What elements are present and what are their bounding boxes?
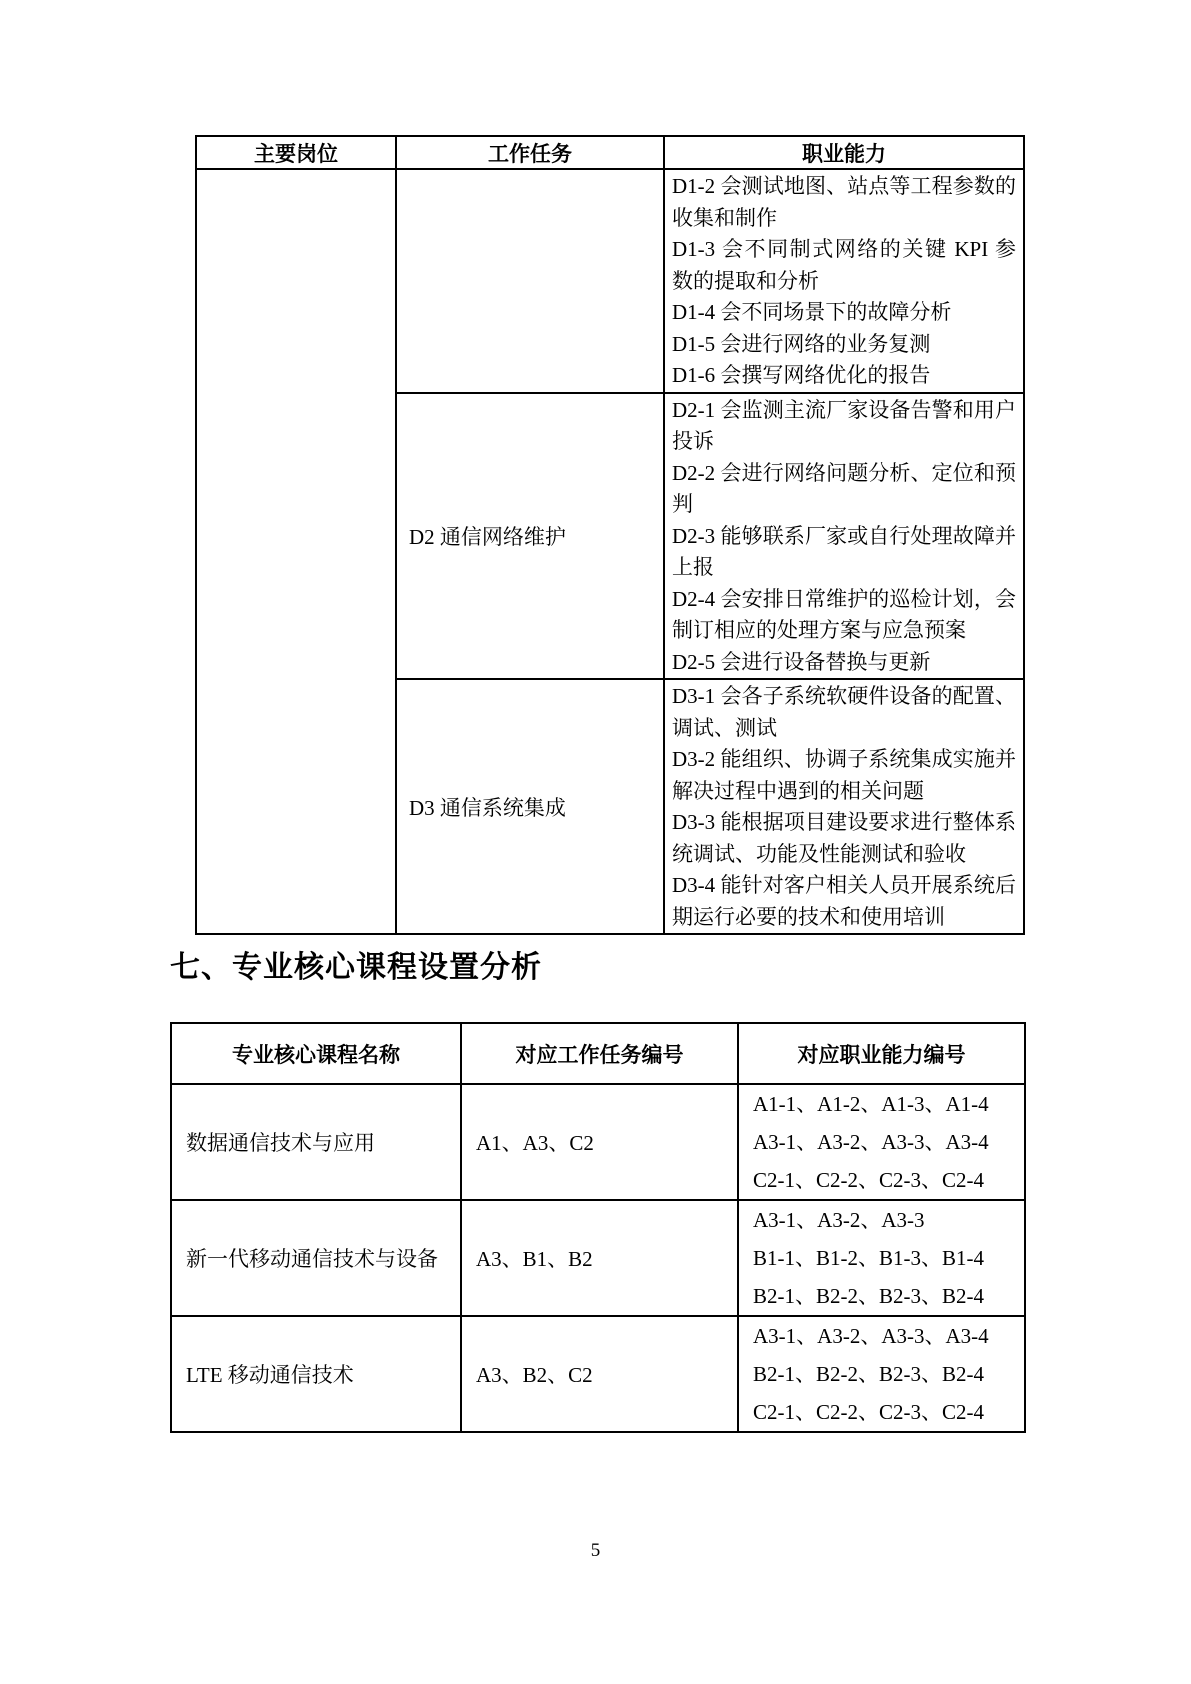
table1-header-main-position: 主要岗位: [196, 136, 396, 169]
task-cell-d1: [396, 169, 664, 393]
course-mapping-table: [170, 1022, 1026, 1433]
ability-item: D2-1 会监测主流厂家设备告警和用户投诉: [672, 397, 1016, 453]
task-cell-d3: D3 通信系统集成: [396, 679, 664, 934]
ability-codes-line: B1-1、B1-2、B1-3、B1-4: [753, 1246, 984, 1270]
ability-item: D1-5 会进行网络的业务复测: [672, 331, 931, 356]
ability-item: D3-2 能组织、协调子系统集成实施并解决过程中遇到的相关问题: [672, 747, 1016, 803]
ability-item: D3-4 能针对客户相关人员开展系统后期运行必要的技术和使用培训: [672, 873, 1016, 929]
ability-codes-line: A3-1、A3-2、A3-3、A3-4: [753, 1130, 989, 1154]
table-row-d1: [196, 169, 1024, 393]
ability-item: D2-2 会进行网络问题分析、定位和预判: [672, 460, 1016, 516]
ability-codes-line: C2-1、C2-2、C2-3、C2-4: [753, 1400, 984, 1424]
course-row-lte-mobile: [171, 1316, 1025, 1432]
table2-header-course-name: 专业核心课程名称: [171, 1023, 461, 1084]
course-name: 数据通信技术与应用: [171, 1084, 461, 1200]
main-position-cell-empty: [196, 169, 396, 934]
ability-item: D1-2 会测试地图、站点等工程参数的收集和制作: [672, 174, 1016, 230]
course-name: 新一代移动通信技术与设备: [171, 1200, 461, 1316]
ability-item: D3-3 能根据项目建设要求进行整体系统调试、功能及性能测试和验收: [672, 810, 1016, 866]
ability-item: D1-3 会不同制式网络的关键 KPI 参数的提取和分析: [672, 237, 1016, 293]
table2-header-ability-codes: 对应职业能力编号: [738, 1023, 1025, 1084]
task-codes: A3、B1、B2: [461, 1200, 738, 1316]
ability-codes-line: B2-1、B2-2、B2-3、B2-4: [753, 1284, 984, 1308]
ability-codes-line: B2-1、B2-2、B2-3、B2-4: [753, 1362, 984, 1386]
section-heading: 七、专业核心课程设置分析: [170, 951, 542, 984]
table1-header-row: [196, 136, 1024, 169]
ability-item: D2-3 能够联系厂家或自行处理故障并上报: [672, 523, 1016, 579]
ability-cell-d1: [664, 169, 1024, 393]
table1-header-ability: 职业能力: [664, 136, 1024, 169]
ability-codes-line: A3-1、A3-2、A3-3: [753, 1208, 925, 1232]
table1-header-work-task: 工作任务: [396, 136, 664, 169]
ability-codes-line: A1-1、A1-2、A1-3、A1-4: [753, 1092, 989, 1116]
ability-item: D1-4 会不同场景下的故障分析: [672, 300, 952, 324]
course-name: LTE 移动通信技术: [171, 1316, 461, 1432]
ability-codes-cell: [738, 1316, 1025, 1432]
ability-codes-cell: [738, 1084, 1025, 1200]
table2-header-row: [171, 1023, 1025, 1084]
ability-item: D2-5 会进行设备替换与更新: [672, 649, 931, 674]
task-cell-d2: D2 通信网络维护: [396, 393, 664, 680]
ability-item: D2-4 会安排日常维护的巡检计划，会制订相应的处理方案与应急预案: [672, 586, 1016, 642]
ability-codes-line: A3-1、A3-2、A3-3、A3-4: [753, 1324, 989, 1348]
ability-cell-d3: [664, 679, 1024, 934]
position-task-ability-table: [195, 135, 1025, 935]
ability-item: D3-1 会各子系统软硬件设备的配置、调试、测试: [672, 684, 1016, 740]
page-number: 5: [590, 1540, 601, 1561]
table2-header-task-codes: 对应工作任务编号: [461, 1023, 738, 1084]
ability-cell-d2: [664, 393, 1024, 680]
course-row-data-communication: [171, 1084, 1025, 1200]
task-codes: A1、A3、C2: [461, 1084, 738, 1200]
course-row-new-gen-mobile: [171, 1200, 1025, 1316]
ability-codes-line: C2-1、C2-2、C2-3、C2-4: [753, 1168, 984, 1192]
task-codes: A3、B2、C2: [461, 1316, 738, 1432]
ability-item: D1-6 会撰写网络优化的报告: [672, 363, 931, 387]
ability-codes-cell: [738, 1200, 1025, 1316]
